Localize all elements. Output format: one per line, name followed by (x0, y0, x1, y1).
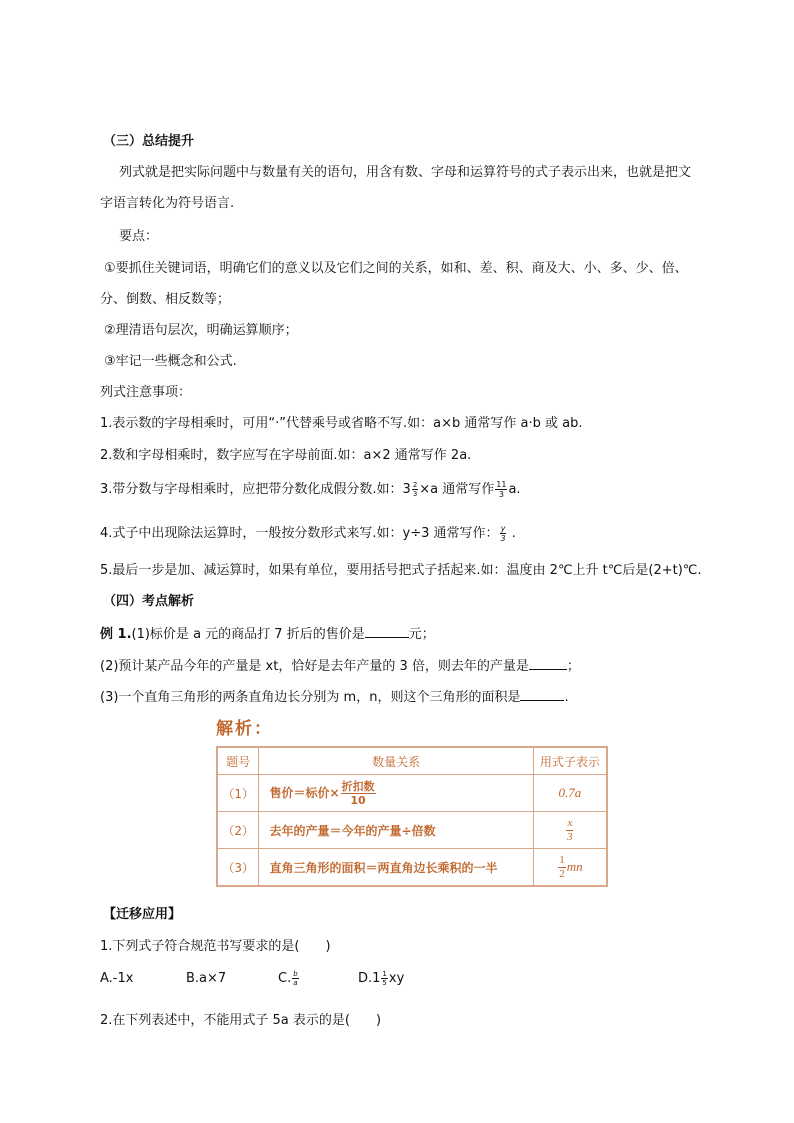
paragraph-line: 字语言转化为符号语言. (100, 196, 235, 211)
note-4 (100, 524, 516, 544)
row-number: （1） (217, 775, 259, 812)
header-number: 题号 (217, 747, 259, 775)
analysis-table (216, 746, 608, 887)
section-heading-summary: （三）总结提升 (103, 134, 195, 149)
header-expression: 用式子表示 (533, 747, 607, 775)
note-1: 1.表示数的字母相乘时，可用“·”代替乘号或省略不写.如：a×b 通常写作 a·b 或 ab. (100, 416, 583, 431)
note-3-text: ×a 通常写作 (419, 482, 495, 497)
answer-blank (529, 655, 567, 670)
row-relation: 直角三角形的面积＝两直角边长乘积的一半 (259, 849, 533, 887)
transfer-heading: 【迁移应用】 (103, 907, 182, 922)
example-label: 例 1. (100, 627, 132, 642)
option-d[interactable]: D.1 $\frac{1}{5}$ xy (358, 970, 405, 987)
question-2: 2.在下列表述中，不能用式子 5a 表示的是( ) (100, 1013, 382, 1028)
row-expression (533, 812, 607, 849)
improper-fraction: $\frac{11}{3}$ (496, 480, 507, 499)
table-row (217, 849, 607, 887)
answer-blank (520, 686, 564, 701)
row-expression: $\frac{1}{2}$ mn (533, 849, 607, 887)
example-1-q3: (3)一个直角三角形的两条直角边长分别为 m，n，则这个三角形的面积是 . (100, 686, 569, 708)
header-relation: 数量关系 (259, 747, 533, 775)
discount-fraction: $\frac{\text{折扣数}}{10}$ (341, 779, 375, 807)
notes-label: 列式注意事项： (100, 385, 192, 400)
note-3-text: a. (508, 482, 521, 497)
example-1-q2: (2)预计某产品今年的产量是 xt，恰好是去年产量的 3 倍，则去年的产量是 ； (100, 655, 580, 677)
answer-blank (365, 623, 409, 638)
keypoint-1-cont: 分、倒数、相反数等； (100, 292, 231, 307)
fraction-y-over-3: $\frac{y}{3}$ (500, 524, 506, 543)
section-heading-analysis: （四）考点解析 (103, 594, 195, 609)
expression-fraction: $\frac{1}{2}$ (559, 853, 565, 880)
note-3 (100, 480, 521, 500)
note-2: 2.数和字母相乘时，数字应写在字母前面.如：a×2 通常写作 2a. (100, 448, 472, 463)
fraction-one-fifth: $\frac{1}{5}$ (382, 970, 387, 987)
question-1: 1.下列式子符合规范书写要求的是( ) (100, 939, 331, 954)
note-4-text: 4.式子中出现除法运算时，一般按分数形式来写.如：y÷3 通常写作： (100, 526, 499, 541)
keypoint-3: ③牢记一些概念和公式. (104, 354, 237, 369)
example-1-q1: 例 1.(1)标价是 a 元的商品打 7 折后的售价是 元； (100, 623, 435, 645)
option-b[interactable]: B.a×7 (186, 971, 227, 986)
row-number: （3） (217, 849, 259, 887)
mixed-fraction: $\frac{2}{3}$ (412, 481, 418, 498)
keypoint-2: ②理清语句层次，明确运算顺序； (104, 323, 298, 338)
option-c[interactable]: C. $\frac{b}{a}$ (278, 970, 298, 987)
note-4-text: . (507, 526, 516, 541)
table-row (217, 775, 607, 812)
keypoints-label: 要点： (119, 229, 159, 244)
row-relation: 售价＝标价× $\frac{\text{折扣数}}{10}$ (259, 775, 533, 812)
table-header-row (217, 747, 607, 775)
row-number: （2） (217, 812, 259, 849)
paragraph-line: 列式就是把实际问题中与数量有关的语句，用含有数、字母和运算符号的式子表示出来，也就是把文 (119, 165, 692, 180)
row-relation: 去年的产量＝今年的产量÷倍数 (259, 812, 533, 849)
fraction-b-over-a: $\frac{b}{a}$ (293, 970, 298, 987)
note-5: 5.最后一步是加、减运算时，如果有单位，要用括号把式子括起来.如：温度由 2℃上升 t℃后是(2+t)℃. (100, 563, 702, 578)
note-3-text: 3.带分数与字母相乘时，应把带分数化成假分数.如：3 (100, 482, 411, 497)
analysis-title: 解析： (216, 719, 273, 739)
row-expression: 0.7a (533, 775, 607, 812)
table-row (217, 812, 607, 849)
keypoint-1: ①要抓住关键词语，明确它们的意义以及它们之间的关系，如和、差、积、商及大、小、多、少、倍、 (104, 261, 688, 276)
option-a[interactable]: A.-1x (100, 971, 134, 986)
expression-fraction: $\frac{x}{3}$ (567, 816, 573, 843)
